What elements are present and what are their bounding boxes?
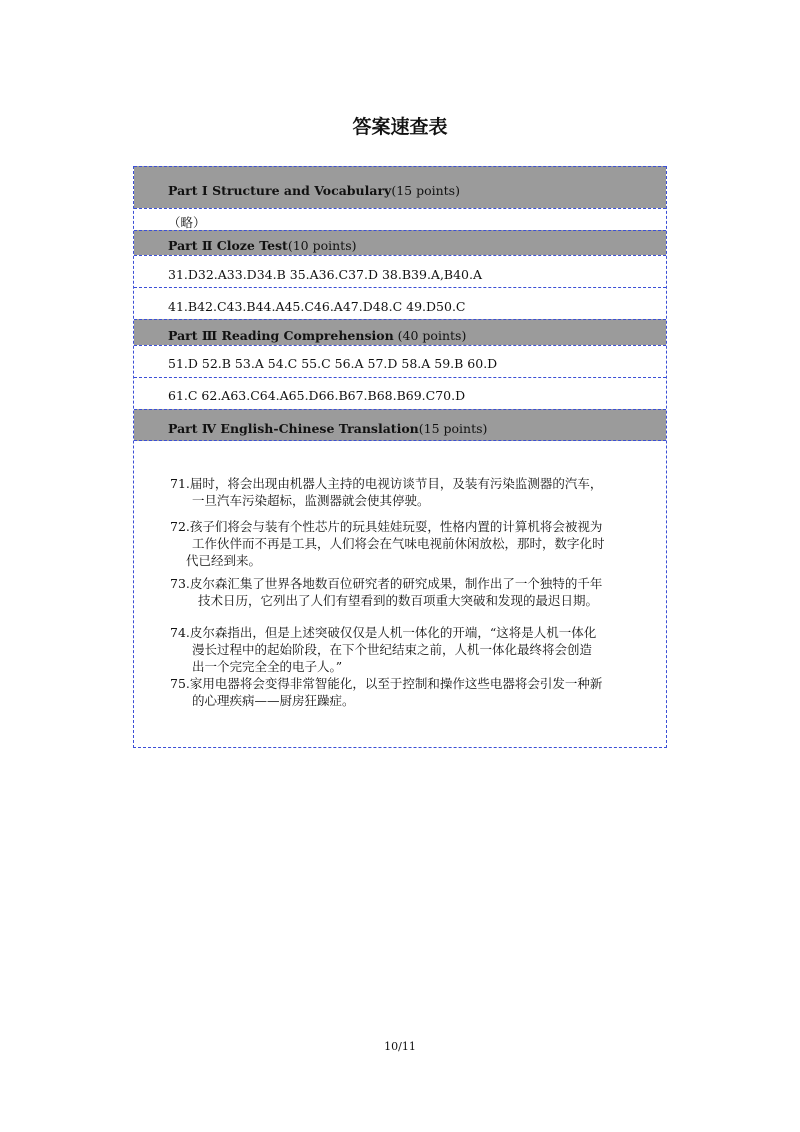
part2-answers-row2: 41.B42.C43.B44.A45.C46.A47.D48.C 49.D50.C <box>134 287 666 319</box>
part3-label: Part Ⅲ Reading Comprehension <box>168 328 394 343</box>
part2-header <box>134 230 666 255</box>
translation-item: 73.皮尔森汇集了世界各地数百位研究者的研究成果，制作出了一个独特的千年 技术日历，它列出了人们有望看到的数百项重大突破和发现的最迟日期。 <box>170 576 603 608</box>
part1-label: Part Ⅰ Structure and Vocabulary <box>168 183 392 198</box>
part1-points: (15 points) <box>391 183 460 198</box>
part1-header <box>134 166 666 208</box>
translation-item: 75.家用电器将会变得非常智能化，以至于控制和操作这些电器将会引发一种新 的心理疾病——厨房狂躁症。 <box>170 676 603 708</box>
part3-answers-row1: 51.D 52.B 53.A 54.C 55.C 56.A 57.D 58.A 59.B 60.D <box>134 345 666 377</box>
page-number: 10/11 <box>384 1040 416 1053</box>
part3-header <box>134 319 666 345</box>
answer-sheet <box>133 166 667 748</box>
part4-header <box>134 409 666 441</box>
part1-content: （略） <box>134 208 666 230</box>
part3-answers-row2: 61.C 62.A63.C64.A65.D66.B67.B68.B69.C70.D <box>134 377 666 409</box>
page-title: 答案速查表 <box>352 116 448 138</box>
part4-points: (15 points) <box>418 421 488 436</box>
part2-points: (10 points) <box>287 238 357 253</box>
part2-answers-row1: 31.D32.A33.D34.B 35.A36.C37.D 38.B39.A,B40.A <box>134 255 666 287</box>
part4-label: Part Ⅳ English-Chinese Translation <box>168 421 419 436</box>
translation-item: 72.孩子们将会与装有个性芯片的玩具娃娃玩耍，性格内置的计算机将会被视为 工作伙伴而不再是工具，人们将会在气味电视前休闲放松，那时，数字化时 代已经到来。 <box>170 519 605 568</box>
translation-item: 74.皮尔森指出，但是上述突破仅仅是人机一体化的开端，“这将是人机一体化 漫长过程中的起始阶段，在下个世纪结束之前，人机一体化最终将会创造 出一个完完全全的电子人。” <box>170 625 597 674</box>
part2-label: Part Ⅱ Cloze Test <box>168 238 288 253</box>
translation-item: 71.届时，将会出现由机器人主持的电视访谈节目，及装有污染监测器的汽车， 一旦汽车污染超标，监测器就会使其停驶。 <box>170 476 603 508</box>
part3-points: (40 points) <box>393 328 467 343</box>
